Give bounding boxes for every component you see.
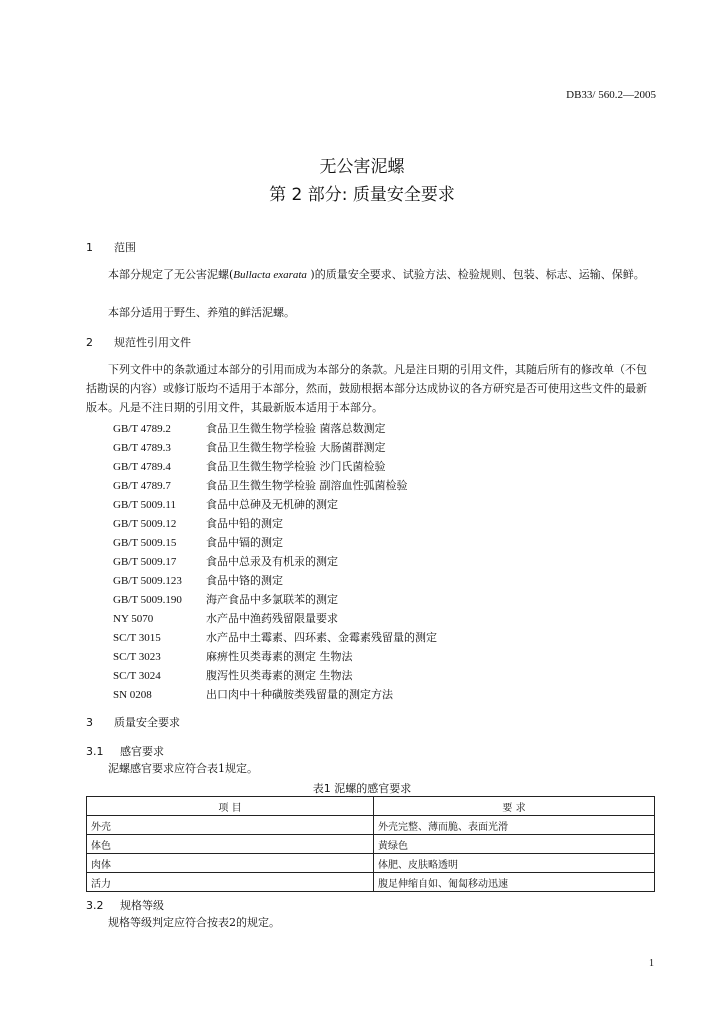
- section-3-2-heading: [86, 897, 164, 913]
- reference-item: [113, 667, 353, 683]
- table-row: [87, 835, 655, 854]
- paragraph-text: 本部分规定了无公害泥螺(: [108, 268, 234, 281]
- section-2-paragraph-1: 下列文件中的条款通过本部分的引用而成为本部分的条款。凡是注日期的引用文件，其随后所有的修改单（不包括勘误的内容）或修订版均不适用于本部分，然而，鼓励根据本部分达成协议的各方研究是否可使用这些文件的最新版本。凡是不注日期的引用文件，其最新版本适用于本部分。: [86, 363, 647, 414]
- table-1-caption: 表1 泥螺的感官要求: [312, 782, 412, 795]
- section-title: 规格等级: [120, 899, 164, 912]
- section-3-1-heading: [86, 743, 164, 759]
- section-title: 范围: [114, 241, 136, 254]
- table-cell-requirement: 体肥、皮肤略透明: [374, 854, 655, 873]
- table-cell-item: 活力: [87, 873, 374, 892]
- document-title: 无公害泥螺: [319, 157, 405, 177]
- reference-title: 麻痹性贝类毒素的测定 生物法: [206, 650, 353, 663]
- reference-title: 食品中铅的测定: [206, 517, 283, 530]
- reference-code: GB/T 5009.12: [113, 518, 177, 530]
- reference-code: SC/T 3024: [113, 670, 161, 682]
- section-2-heading: [86, 334, 191, 350]
- reference-code: GB/T 5009.190: [113, 594, 182, 606]
- reference-item: [113, 515, 283, 531]
- reference-title: 水产品中渔药残留限量要求: [206, 612, 338, 625]
- section-number: 3.2: [86, 899, 104, 912]
- table-cell-item: 外壳: [87, 816, 374, 835]
- reference-code: GB/T 4789.7: [113, 480, 171, 492]
- table-cell-requirement: 外壳完整、薄而脆、表面光滑: [374, 816, 655, 835]
- document-subtitle: 第 2 部分: 质量安全要求: [269, 185, 455, 205]
- reference-code: SC/T 3023: [113, 651, 161, 663]
- section-title: 规范性引用文件: [114, 336, 191, 349]
- reference-title: 腹泻性贝类毒素的测定 生物法: [206, 669, 353, 682]
- table-header-row: [87, 797, 655, 816]
- species-name: Bullacta exarata: [233, 269, 307, 281]
- reference-item: [113, 420, 386, 436]
- table-row: [87, 873, 655, 892]
- reference-item: [113, 496, 338, 512]
- reference-title: 海产食品中多氯联苯的测定: [206, 593, 338, 606]
- reference-item: [113, 439, 386, 455]
- reference-item: [113, 553, 338, 569]
- reference-title: 出口肉中十种磺胺类残留量的测定方法: [206, 688, 393, 701]
- reference-title: 食品中铬的测定: [206, 574, 283, 587]
- reference-code: NY 5070: [113, 613, 154, 625]
- reference-title: 食品卫生微生物学检验 沙门氏菌检验: [206, 460, 386, 473]
- column-header-requirement: 要 求: [374, 797, 655, 816]
- reference-item: [113, 686, 393, 702]
- reference-title: 食品中镉的测定: [206, 536, 283, 549]
- reference-code: GB/T 4789.3: [113, 442, 171, 454]
- reference-item: [113, 477, 408, 493]
- reference-code: GB/T 5009.17: [113, 556, 177, 568]
- section-title: 感官要求: [120, 745, 164, 758]
- section-number: 1: [86, 241, 93, 254]
- reference-item: [113, 610, 338, 626]
- reference-item: [113, 534, 283, 550]
- section-number: 3.1: [86, 745, 104, 758]
- reference-item: [113, 572, 283, 588]
- reference-title: 食品卫生微生物学检验 菌落总数测定: [206, 422, 386, 435]
- sensory-requirements-table: [86, 796, 655, 892]
- table-row: [87, 854, 655, 873]
- section-number: 2: [86, 336, 93, 349]
- table-cell-requirement: 腹足伸缩自如、匍匐移动迅速: [374, 873, 655, 892]
- reference-item: [113, 591, 338, 607]
- column-header-item: 项 目: [87, 797, 374, 816]
- reference-code: GB/T 5009.15: [113, 537, 177, 549]
- section-3-2-paragraph: 规格等级判定应符合按表2的规定。: [108, 916, 280, 929]
- reference-title: 食品卫生微生物学检验 大肠菌群测定: [206, 441, 386, 454]
- reference-code: GB/T 5009.123: [113, 575, 182, 587]
- reference-title: 水产品中土霉素、四环素、金霉素残留量的测定: [206, 631, 437, 644]
- section-3-heading: [86, 714, 180, 730]
- page-number: 1: [649, 958, 654, 969]
- table-row: [87, 816, 655, 835]
- reference-code: GB/T 4789.2: [113, 423, 171, 435]
- section-1-heading: [86, 239, 136, 255]
- reference-code: GB/T 4789.4: [113, 461, 171, 473]
- reference-item: [113, 629, 437, 645]
- paragraph-text: )的质量安全要求、试验方法、检验规则、包装、标志、运输、保鲜。: [306, 268, 645, 281]
- section-title: 质量安全要求: [114, 716, 180, 729]
- table-cell-item: 体色: [87, 835, 374, 854]
- table-cell-item: 肉体: [87, 854, 374, 873]
- reference-item: [113, 458, 386, 474]
- standard-code: DB33/ 560.2—2005: [566, 89, 656, 101]
- reference-title: 食品中总砷及无机砷的测定: [206, 498, 338, 511]
- section-number: 3: [86, 716, 93, 729]
- section-1-paragraph-1: [86, 265, 656, 285]
- table-cell-requirement: 黄绿色: [374, 835, 655, 854]
- reference-item: [113, 648, 353, 664]
- reference-code: GB/T 5009.11: [113, 499, 176, 511]
- section-1-paragraph-2: 本部分适用于野生、养殖的鲜活泥螺。: [108, 306, 295, 319]
- reference-code: SC/T 3015: [113, 632, 161, 644]
- reference-title: 食品卫生微生物学检验 副溶血性弧菌检验: [206, 479, 408, 492]
- reference-code: SN 0208: [113, 689, 152, 701]
- section-3-1-paragraph: 泥螺感官要求应符合表1规定。: [108, 762, 258, 775]
- reference-title: 食品中总汞及有机汞的测定: [206, 555, 338, 568]
